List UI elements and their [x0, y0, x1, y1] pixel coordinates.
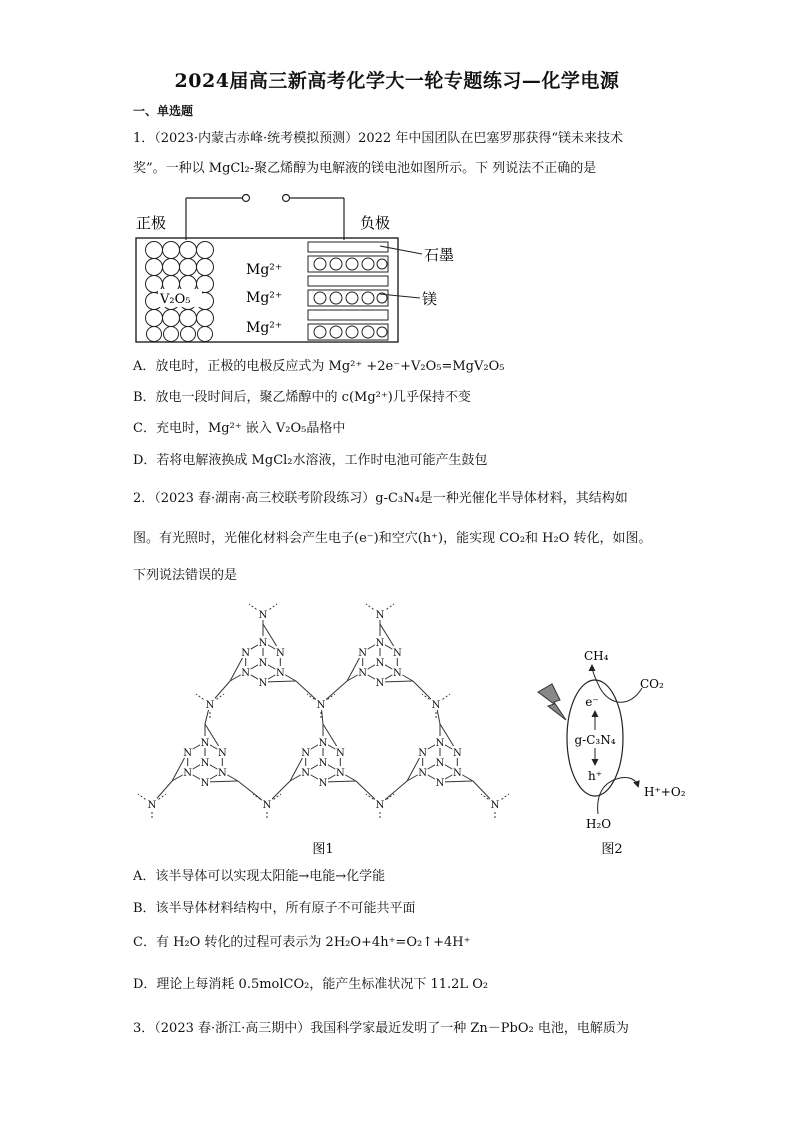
- nitrogen-atom-label: N: [375, 678, 385, 689]
- q1-option-d[interactable]: D．若将电解液换成 MgCl₂水溶液，工作时电池可能产生鼓包: [133, 453, 488, 468]
- battery-diagram: [130, 188, 470, 348]
- v2o5-label: V₂O₅: [160, 292, 191, 307]
- nitrogen-atom-label: N: [435, 778, 445, 789]
- nitrogen-atom-label: N: [375, 800, 385, 811]
- nitrogen-atom-label: N: [490, 800, 500, 811]
- nitrogen-atom-label: N: [358, 648, 368, 659]
- nitrogen-atom-label: N: [301, 768, 311, 779]
- co2-label: CO₂: [640, 677, 664, 691]
- q2-line-3: 下列说法错误的是: [133, 568, 238, 583]
- q2-option-b[interactable]: B．该半导体材料结构中，所有原子不可能共平面: [133, 901, 416, 916]
- nitrogen-atom-label: N: [200, 758, 210, 769]
- nitrogen-atom-label: N: [392, 648, 402, 659]
- page-title: 2024届高三新高考化学大一轮专题练习—化学电源: [174, 70, 620, 92]
- nitrogen-atom-label: N: [418, 748, 428, 759]
- q3-line-1: 3．（2023 春·浙江·高三期中）我国科学家最近发明了一种 Zn－PbO₂ 电池，电解质为: [133, 1021, 629, 1036]
- q1-line-2: 奖”。一种以 MgCl₂-聚乙烯醇为电解液的镁电池如图所示。下 列说法不正确的是: [133, 161, 597, 176]
- mg-ion-label-3: Mg²⁺: [246, 320, 283, 336]
- nitrogen-atom-label: N: [301, 748, 311, 759]
- nitrogen-atom-label: N: [318, 758, 328, 769]
- ch4-label: CH₄: [584, 649, 609, 663]
- nitrogen-atom-label: N: [200, 778, 210, 789]
- photocatalysis-diagram: [530, 640, 710, 862]
- nitrogen-atom-label: N: [452, 748, 462, 759]
- nitrogen-atom-label: N: [318, 778, 328, 789]
- nitrogen-atom-label: N: [258, 638, 268, 649]
- nitrogen-atom-label: N: [183, 748, 193, 759]
- nitrogen-atom-label: N: [258, 678, 268, 689]
- hole-label: h⁺: [587, 769, 603, 783]
- q2-line-1: 2．（2023 春·湖南·高三校联考阶段练习）g-C₃N₄是一种光催化半导体材料，其结构如: [133, 491, 628, 506]
- nitrogen-atom-label: N: [275, 668, 285, 679]
- figure2-caption: 图2: [601, 842, 623, 857]
- anode-layers: [308, 242, 388, 340]
- q1-option-b[interactable]: B．放电一段时间后，聚乙烯醇中的 c(Mg²⁺)几乎保持不变: [133, 390, 471, 405]
- lightning-icon: [538, 684, 566, 720]
- nitrogen-atom-label: N: [358, 668, 368, 679]
- section-heading: 一、单选题: [133, 104, 194, 118]
- q2-option-a[interactable]: A．该半导体可以实现太阳能→电能→化学能: [133, 869, 386, 884]
- nitrogen-atom-label: N: [431, 700, 441, 711]
- nitrogen-atom-label: N: [241, 668, 251, 679]
- mg-ion-label-2: Mg²⁺: [246, 290, 283, 306]
- nitrogen-atom-label: N: [183, 768, 193, 779]
- nitrogen-atom-label: N: [418, 768, 428, 779]
- nitrogen-atom-label: N: [205, 700, 215, 711]
- nitrogen-atom-label: N: [217, 748, 227, 759]
- nitrogen-atom-label: N: [217, 768, 227, 779]
- nitrogen-atom-label: N: [258, 610, 268, 621]
- nitrogen-atom-label: N: [318, 738, 328, 749]
- nitrogen-atom-label: N: [375, 610, 385, 621]
- nitrogen-atom-label: N: [375, 658, 385, 669]
- h-o2-label: H⁺+O₂: [644, 785, 686, 799]
- q1-option-c[interactable]: C．充电时，Mg²⁺ 嵌入 V₂O₅晶格中: [133, 421, 346, 436]
- catalyst-label: g-C₃N₄: [574, 733, 616, 747]
- electron-label: e⁻: [585, 695, 599, 709]
- magnesium-label: 镁: [422, 290, 438, 308]
- q2-option-d[interactable]: D．理论上每消耗 0.5molCO₂，能产生标准状况下 11.2L O₂: [133, 977, 489, 992]
- nitrogen-atom-label: N: [435, 738, 445, 749]
- q1-option-a[interactable]: A．放电时，正极的电极反应式为 Mg²⁺ +2e⁻+V₂O₅=MgV₂O₅: [133, 359, 505, 374]
- q2-option-c[interactable]: C．有 H₂O 转化的过程可表示为 2H₂O+4h⁺=O₂↑+4H⁺: [133, 935, 471, 950]
- nitrogen-atom-label: N: [375, 638, 385, 649]
- nitrogen-atom-label: N: [275, 648, 285, 659]
- nitrogen-atom-label: N: [452, 768, 462, 779]
- nitrogen-atom-label: N: [258, 658, 268, 669]
- g-c3n4-structure-diagram: [130, 592, 520, 862]
- q1-line-1: 1．（2023·内蒙古赤峰·统考模拟预测）2022 年中国团队在巴塞罗那获得“镁未来技术: [133, 131, 623, 146]
- nitrogen-atom-label: N: [335, 768, 345, 779]
- negative-electrode-label: 负极: [360, 214, 391, 232]
- nitrogen-atom-label: N: [335, 748, 345, 759]
- nitrogen-atom-label: N: [435, 758, 445, 769]
- positive-electrode-label: 正极: [136, 214, 167, 232]
- nitrogen-atom-label: N: [241, 648, 251, 659]
- h2o-label: H₂O: [586, 817, 612, 831]
- nitrogen-atom-label: N: [262, 800, 272, 811]
- nitrogen-atom-label: N: [316, 700, 326, 711]
- nitrogen-atom-label: N: [147, 800, 157, 811]
- nitrogen-atom-label: N: [200, 738, 210, 749]
- figure1-caption: 图1: [312, 842, 334, 857]
- q2-line-2: 图。有光照时，光催化材料会产生电子(e⁻)和空穴(h⁺)，能实现 CO₂和 H₂O 转化，如图。: [133, 531, 652, 546]
- graphite-label: 石墨: [424, 246, 455, 264]
- nitrogen-atom-label: N: [392, 668, 402, 679]
- mg-ion-label-1: Mg²⁺: [246, 262, 283, 278]
